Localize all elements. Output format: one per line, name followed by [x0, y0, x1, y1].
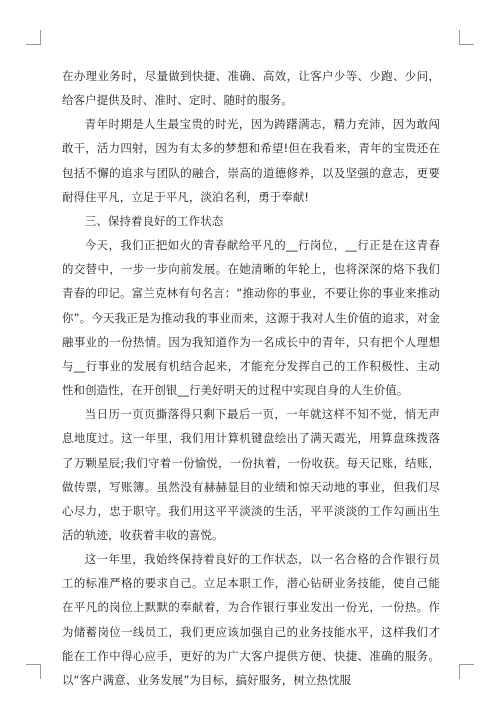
- crop-mark-bottom-right: [459, 664, 474, 679]
- crop-mark-top-right: [459, 30, 474, 45]
- document-body: [62, 64, 440, 692]
- crop-mark-top-left: [26, 30, 41, 45]
- paragraph-5: 这一年里，我始终保持着良好的工作状态，以一名合格的合作银行员工的标准严格的要求自己。立足本职工作，潜心钻研业务技能，使自己能在平凡的岗位上默默的奉献着，为合作银行事业发出一份光，一份热。作为储蓄岗位一线员工，我们更应该加强自己的业务技能水平，这样我们才能在工作中得心应手，更好的为广大客户提供方便、快捷、准确的服务。以“客户满意、业务发展”为目标，搞好服务，树立热忱服: [62, 552, 440, 687]
- section-heading: 三、保持着良好的工作状态: [84, 213, 224, 228]
- paragraph-2: 青年时期是人生最宝贵的时光，因为踌躇满志，精力充沛，因为敢闯敢干，活力四射，因为有太多的梦想和希望!但在我看来，青年的宝贵还在包括不懈的追求与团队的融合，崇高的道德修养，以及坚强的意志，更要耐得住平凡，立足于平凡，淡泊名利，勇于奉献!: [62, 117, 440, 204]
- paragraph-3: 今天，我们正把如火的青春献给平凡的__行岗位，__行正是在这青春的交替中，一步一步向前发展。在她清晰的年轮上，也将深深的烙下我们青春的印记。富兰克林有句名言：“推动你的事业，不要让你的事业来推动你”。今天我正是为推动我的事业而来，这源于我对人生价值的追求，对金融事业的一份热情。因为我知道作为一名成长中的青年，只有把个人理想与__行事业的发展有机结合起来，才能充分发挥自己的工作积极性、主动性和创造性，在开创银__行美好明天的过程中实现自身的人生价值。: [62, 238, 440, 398]
- paragraph-1: 在办理业务时，尽量做到快捷、准确、高效，让客户少等、少跑、少问，给客户提供及时、准时、定时、随时的服务。: [62, 69, 440, 108]
- crop-mark-bottom-left: [26, 664, 41, 679]
- paragraph-4: 当日历一页页撕落得只剩下最后一页，一年就这样不知不觉，悄无声息地度过。这一年里，我们用计算机键盘绘出了满天霞光，用算盘珠拨落了万颗星辰;我们守着一份愉悦，一份执着，一份收获。每天记账，结账，做传票，写账簿。虽然没有赫赫显目的业绩和惊天动地的事业，但我们尽心尽力，忠于职守。我们用这平平淡淡的生活，平平淡淡的工作勾画出生活的轨迹，收获着丰收的喜悦。: [62, 407, 440, 542]
